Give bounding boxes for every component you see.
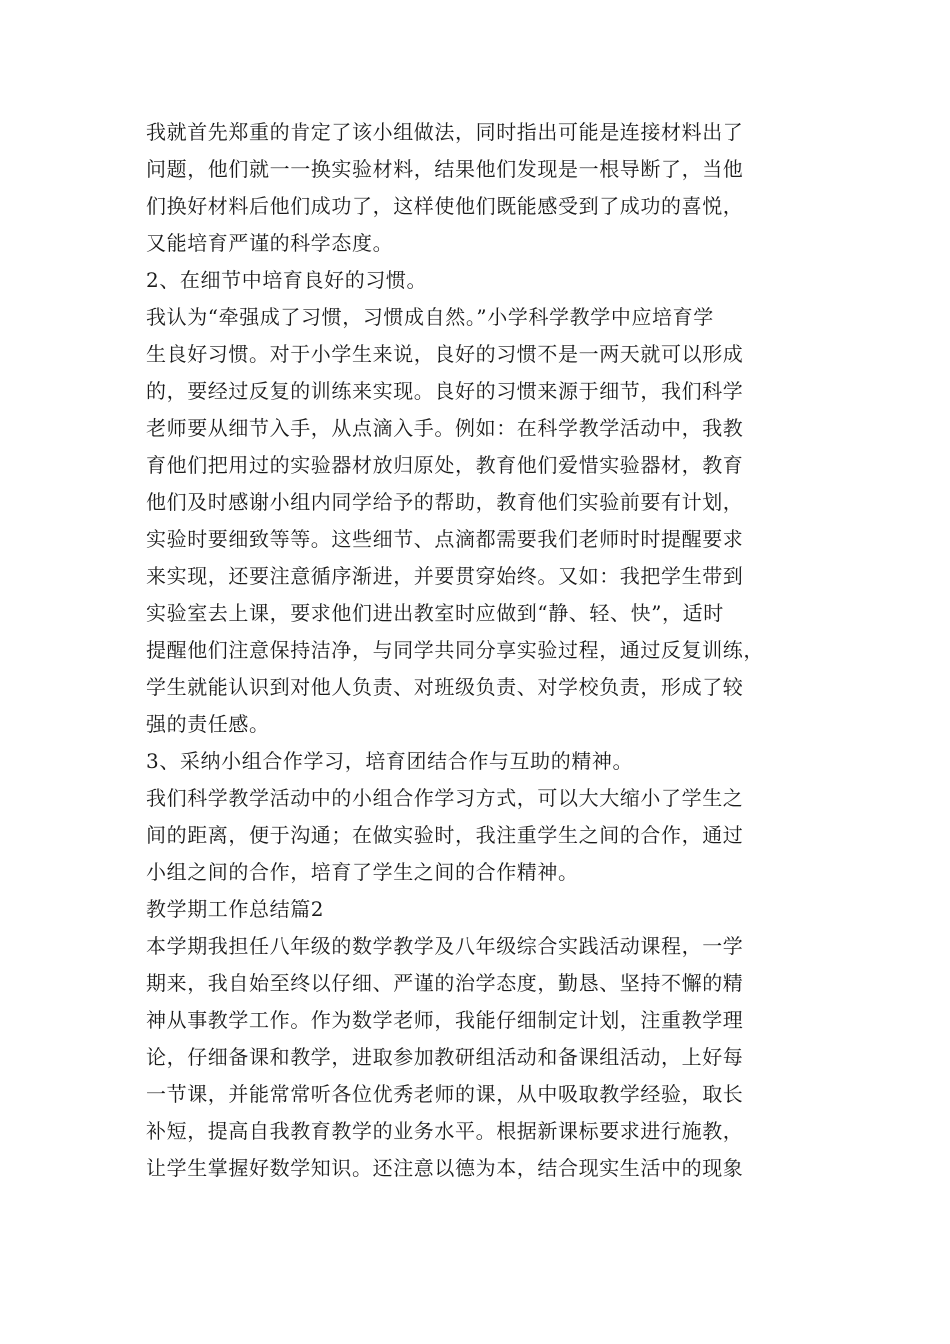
text-line: 我们科学教学活动中的小组合作学习方式，可以大大缩小了学生之 [146,786,744,810]
text-line: 提醒他们注意保持洁净，与同学共同分享实验过程，通过反复训练， [146,638,764,662]
text-line: 我认为“牵强成了习惯，习惯成自然。”小学科学教学中应培育学 [146,305,714,329]
text-line: 间的距离，便于沟通；在做实验时，我注重学生之间的合作，通过 [146,823,744,847]
text-line: 实验时要细致等等。这些细节、点滴都需要我们老师时时提醒要求 [146,527,744,551]
section-heading: 3、采纳小组合作学习，培育团结合作与互助的精神。 [146,749,634,773]
text-line: 我就首先郑重的肯定了该小组做法，同时指出可能是连接材料出了 [146,120,744,144]
text-line: 他们及时感谢小组内同学给予的帮助，教育他们实验前要有计划， [146,490,744,514]
text-line: 一节课，并能常常听各位优秀老师的课，从中吸取教学经验，取长 [146,1082,744,1106]
text-line: 老师要从细节入手，从点滴入手。例如：在科学教学活动中，我教 [146,416,744,440]
text-line: 小组之间的合作，培育了学生之间的合作精神。 [146,860,579,884]
text-line: 生良好习惯。对于小学生来说，良好的习惯不是一两天就可以形成 [146,342,744,366]
section-heading: 2、在细节中培育良好的习惯。 [146,268,428,292]
text-line: 论，仔细备课和教学，进取参加教研组活动和备课组活动，上好每 [146,1045,744,1069]
text-line: 本学期我担任八年级的数学教学及八年级综合实践活动课程，一学 [146,934,744,958]
article-title: 教学期工作总结篇2 [146,897,325,921]
text-line: 的，要经过反复的训练来实现。良好的习惯来源于细节，我们科学 [146,379,744,403]
text-line: 又能培育严谨的科学态度。 [146,231,394,255]
text-line: 强的责任感。 [146,712,270,736]
document-body [146,114,826,1187]
text-line: 们换好材料后他们成功了，这样使他们既能感受到了成功的喜悦， [146,194,744,218]
text-line: 学生就能认识到对他人负责、对班级负责、对学校负责，形成了较 [146,675,744,699]
text-line: 问题，他们就一一换实验材料，结果他们发现是一根导断了，当他 [146,157,744,181]
text-line: 让学生掌握好数学知识。还注意以德为本，结合现实生活中的现象 [146,1156,744,1180]
text-line: 期来，我自始至终以仔细、严谨的治学态度，勤恳、坚持不懈的精 [146,971,744,995]
text-line: 补短，提高自我教育教学的业务水平。根据新课标要求进行施教， [146,1119,744,1143]
text-line: 育他们把用过的实验器材放归原处，教育他们爱惜实验器材，教育 [146,453,744,477]
text-line: 来实现，还要注意循序渐进，并要贯穿始终。又如：我把学生带到 [146,564,744,588]
text-line: 神从事教学工作。作为数学老师，我能仔细制定计划，注重教学理 [146,1008,744,1032]
text-line: 实验室去上课，要求他们进出教室时应做到“静、轻、快”，适时 [146,601,724,625]
